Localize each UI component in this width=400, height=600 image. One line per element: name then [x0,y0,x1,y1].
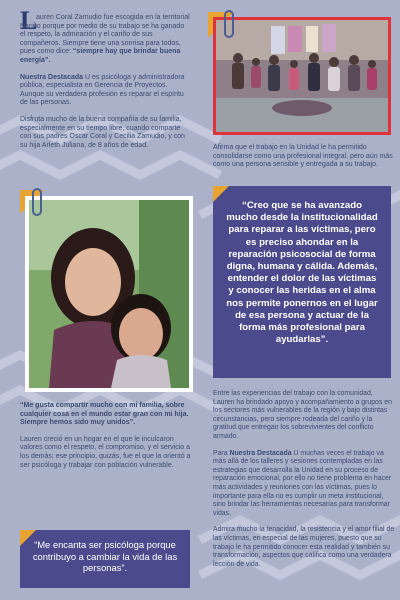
portrait-photo [25,196,193,392]
work-paragraph-prefix: Para [213,449,230,457]
photo-caption: Afirma que el trabajo en la Unidad le ha permitido consolidarse como una profesional integral, pero aún más como una persona sensible y entregada a su trabajo. [213,144,393,169]
experience-paragraph: Entre las experiencias del trabajo con la comunidad, Lauren ha brindado apoyo y acompañamiento a grupos en los sectores más vulnerables de la región y bajo distintas circunstancias, pero siempre rodeada del cariño y la gratitud que entregan los sobrevivientes del conflicto armado. [213,390,392,440]
group-photo-image [216,20,388,132]
intro-column [20,14,190,158]
family-column [20,402,192,478]
profile-paragraph: U es psicóloga y administradora pública, especialista en Gerencia de Proyectos. Aunque su verdadera profesión es reparar el espíritu de las personas. [20,73,185,107]
work-paragraph: U muchas veces el trabajo va más allá de los talleres y sesiones contempladas en las estrategias que desarrolla la Unidad en su proceso de reparación emocional, por ello no tiene problema en hacer más actividades y reuniones con las víctimas, pues lo importante para ella no es cumplir un meta institucional, sino brindar las herramientas necesarias para transformar vidas. [213,449,392,517]
family-paragraph: Disfruta mucho de la buena compañía de su familia, especialmente en su tiempo libre, cuando comparte con sus padres Oscar Coral y Cecilia Zamudio, y con su hija Arleth Juliana, de 8 años de edad. [20,115,185,149]
experience-column [213,390,395,577]
main-quote-box [213,186,391,378]
profile-lead: Nuestra Destacada [20,73,84,81]
family-quote: “Me gusta compartir mucho con mi familia, sobre cualquier cosa en el mundo estar gran con mi hija. Siempre hemos sido muy unidos”. [20,402,189,427]
admiration-paragraph: Admira mucho la tenacidad, la resistencia y el amor filial de las víctimas, en especial de las mujeres, puesto que su trabajo le ha permitido conocer esta realidad y también su transformación, aspectos que califica como una verdadera lección de vida. [213,526,395,568]
small-quote-box [20,530,190,588]
upbringing-paragraph: Lauren creció en un hogar en el que le inculcaron valores como el respeto, el compromiso, y el servicio a los demás; ese principio, quizás, fue el que la orientó a ser psicóloga y trabajar con población vulnerable. [20,435,191,469]
quote-corner-accent [20,530,36,546]
main-quote-text: “Creo que se ha avanzado mucho desde la institucionalidad para reparar a las víctimas, pero es preciso ahondar en la reparación psicosocial de forma digna, humana y cálida. Además, entender el dolor de las víctimas y conocer las heridas en el alma nos permite ponernos en el lugar de esa persona y actuar de la forma más profesional para ayudarlas”. [226,200,378,346]
quote-corner-accent [213,186,229,202]
paperclip-icon [224,10,234,38]
portrait-photo-image [29,200,189,388]
small-quote-text: “Me encanta ser psicóloga porque contribuyo a cambiar la vida de las personas”. [32,539,178,573]
intro-quote: “siempre hay que brindar buena energía”. [20,48,181,64]
intro-paragraph: auren Coral Zamudio fue escogida en la territorial Nariño porque por medio de su trabajo se ha ganado el respeto, la admiración y el cariño de sus compañeros. Siempre tiene una sonrisa para todos, pues como dice: [20,14,190,56]
paperclip-icon [32,188,42,216]
drop-cap: L [20,6,38,35]
group-photo [213,17,391,135]
work-lead: Nuestra Destacada [229,449,292,457]
